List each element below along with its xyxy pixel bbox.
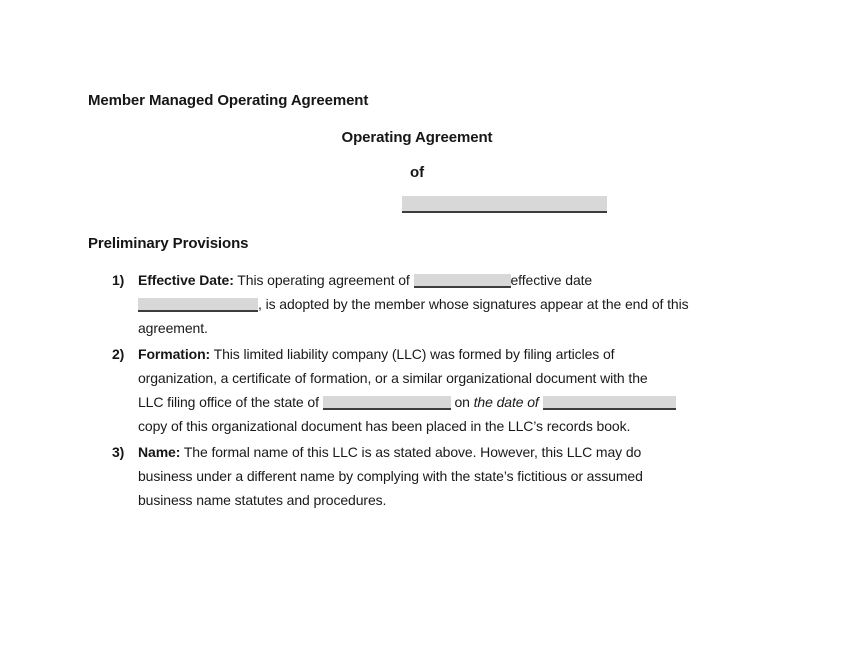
italic-text-segment: the date of — [473, 394, 543, 410]
item-label: Name: — [138, 444, 181, 460]
text-line — [138, 488, 772, 512]
text-line — [138, 366, 772, 390]
formation-date-field[interactable] — [543, 396, 676, 410]
text-segment: LLC filing office of the state of — [138, 394, 323, 410]
text-line — [138, 268, 772, 292]
of-label: of — [410, 164, 424, 181]
text-line — [138, 464, 772, 488]
item-label: Formation: — [138, 346, 211, 362]
item-label: Effective Date: — [138, 272, 234, 288]
text-segment: effective date — [510, 272, 593, 288]
document-header: Member Managed Operating Agreement — [88, 92, 369, 109]
text-segment: on — [450, 394, 474, 410]
text-line — [138, 292, 772, 316]
list-item-name — [112, 440, 772, 512]
item-body — [138, 440, 772, 512]
item-number: 1) — [112, 272, 125, 288]
text-line — [138, 440, 772, 464]
item-number: 2) — [112, 346, 125, 362]
list-item-formation — [112, 342, 772, 438]
text-line — [138, 316, 772, 340]
text-segment: organization, a certificate of formation, or a similar organizational document with the — [138, 370, 648, 386]
text-segment: business name statutes and procedures. — [138, 492, 387, 508]
item-body — [138, 342, 772, 438]
company-name-field[interactable] — [402, 196, 607, 213]
text-segment: This operating agreement of — [233, 272, 414, 288]
text-segment: copy of this organizational document has been placed in the LLC’s records book. — [138, 418, 631, 434]
llc-name-field[interactable] — [414, 274, 511, 288]
effective-date-field[interactable] — [138, 298, 258, 312]
text-line — [138, 390, 772, 414]
text-line — [138, 414, 772, 438]
state-field[interactable] — [323, 396, 451, 410]
provisions-list — [112, 268, 772, 514]
text-segment: This limited liability company (LLC) was formed by filing articles of — [210, 346, 615, 362]
text-segment: business under a different name by complying with the state’s fictitious or assumed — [138, 468, 643, 484]
text-segment: The formal name of this LLC is as stated above. However, this LLC may do — [180, 444, 642, 460]
item-number: 3) — [112, 444, 125, 460]
text-segment: agreement. — [138, 320, 208, 336]
text-line — [138, 342, 772, 366]
text-segment: , is adopted by the member whose signatures appear at the end of this — [258, 296, 689, 312]
item-body — [138, 268, 772, 340]
section-heading: Preliminary Provisions — [88, 235, 249, 252]
agreement-title: Operating Agreement — [341, 129, 493, 146]
list-item-effective-date — [112, 268, 772, 340]
